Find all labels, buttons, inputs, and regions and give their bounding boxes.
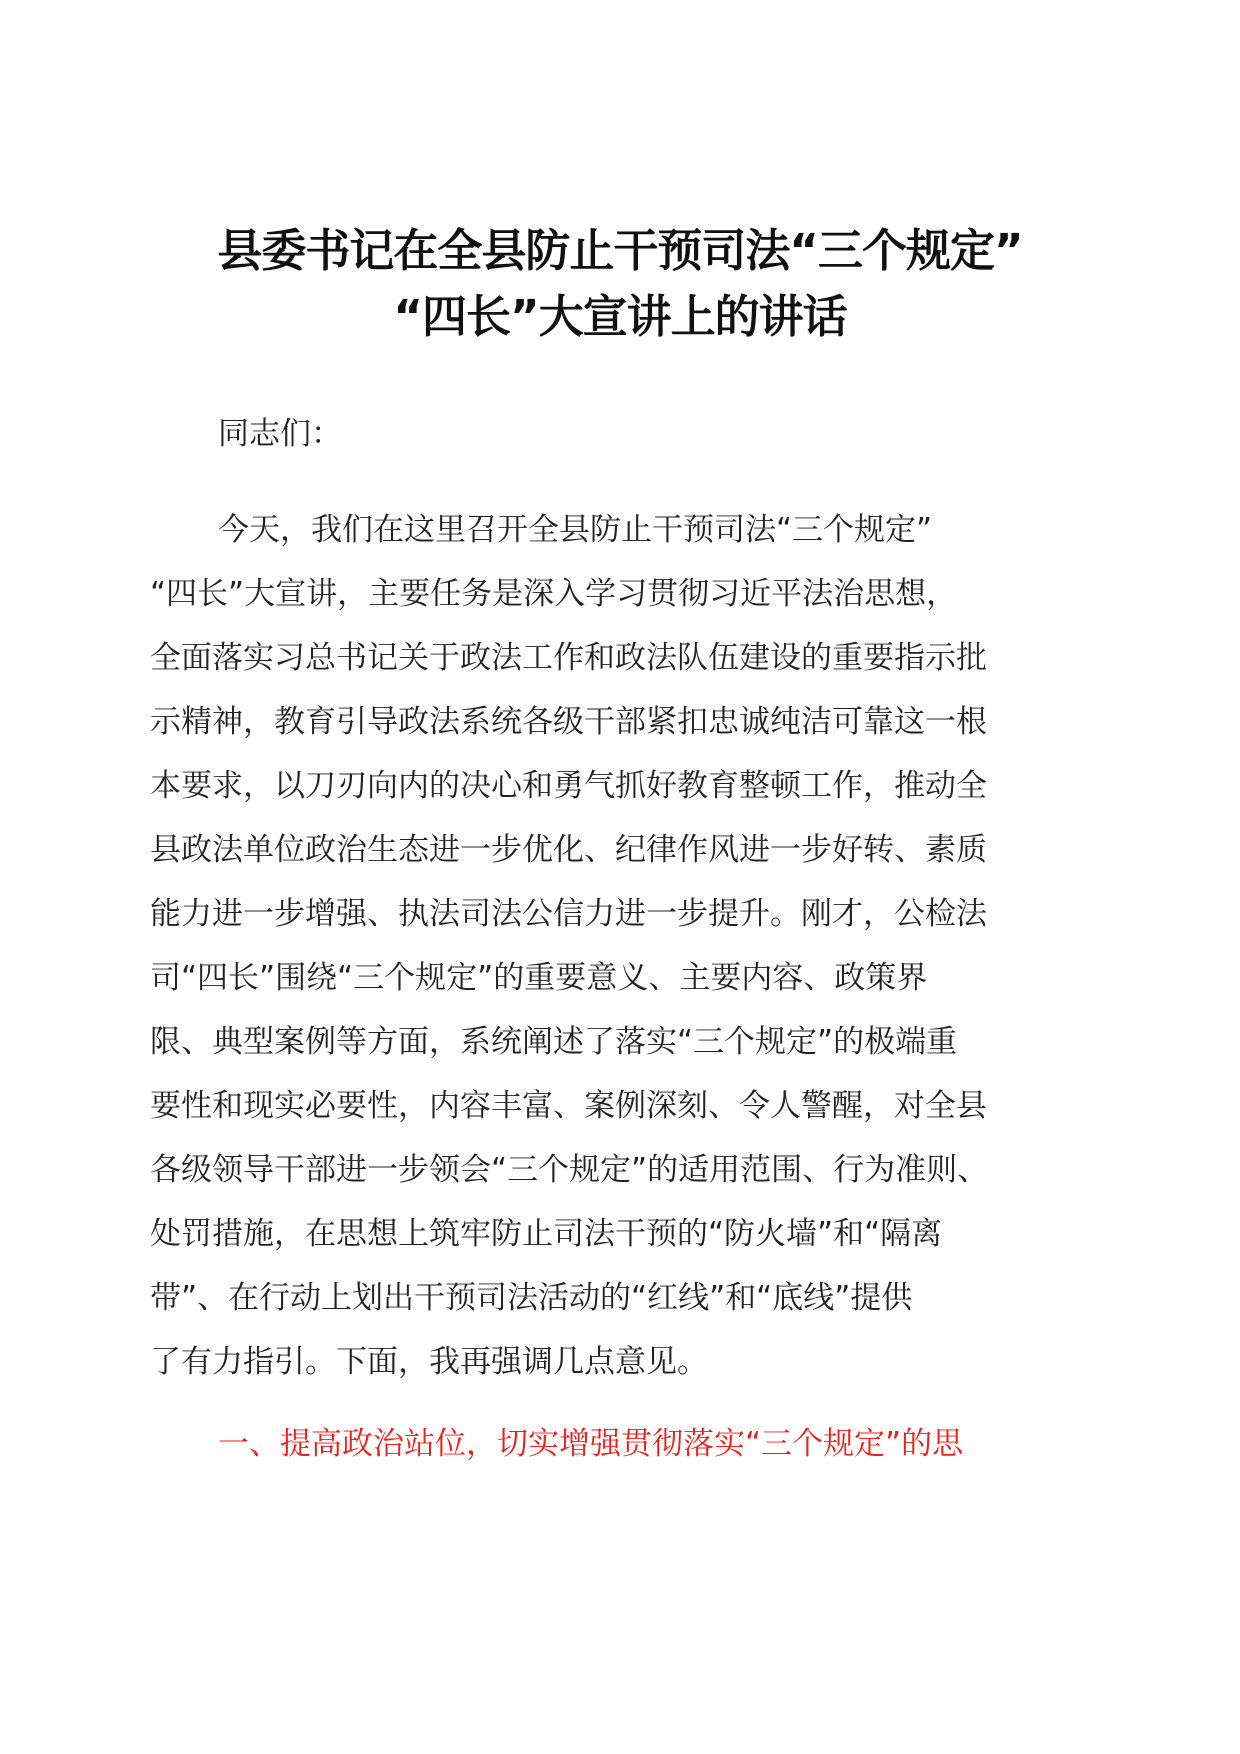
body-line-14: 了有力指引。下面，我再强调几点意见。 bbox=[150, 1344, 708, 1380]
body-line-9: 限、典型案例等方面，系统阐述了落实“三个规定”的极端重 bbox=[150, 1024, 958, 1060]
salutation: 同志们： bbox=[218, 416, 342, 452]
body-line-12: 处罚措施，在思想上筑牢防止司法干预的“防火墙”和“隔离 bbox=[150, 1216, 943, 1252]
document-title bbox=[140, 218, 1100, 350]
section-heading-1: 一、提高政治站位，切实增强贯彻落实“三个规定”的思 bbox=[218, 1426, 964, 1462]
title-line-2: “四长”大宣讲上的讲话 bbox=[393, 290, 847, 343]
body-line-10: 要性和现实必要性，内容丰富、案例深刻、令人警醒，对全县 bbox=[150, 1088, 987, 1124]
body-line-4: 示精神，教育引导政法系统各级干部紧扣忠诚纯洁可靠这一根 bbox=[150, 704, 987, 740]
body-line-1: 今天，我们在这里召开全县防止干预司法“三个规定” bbox=[218, 512, 933, 548]
body-line-5: 本要求，以刀刃向内的决心和勇气抓好教育整顿工作，推动全 bbox=[150, 768, 987, 804]
body-line-6: 县政法单位政治生态进一步优化、纪律作风进一步好转、素质 bbox=[150, 832, 987, 868]
body-line-7: 能力进一步增强、执法司法公信力进一步提升。刚才，公检法 bbox=[150, 896, 987, 932]
body-line-11: 各级领导干部进一步领会“三个规定”的适用范围、行为准则、 bbox=[150, 1152, 989, 1188]
body-line-13: 带”、在行动上划出干预司法活动的“红线”和“底线”提供 bbox=[150, 1280, 913, 1316]
body-paragraph bbox=[150, 498, 1090, 1394]
body-line-2: “四长”大宣讲，主要任务是深入学习贯彻习近平法治思想， bbox=[150, 576, 958, 612]
body-line-8: 司“四长”围绕“三个规定”的重要意义、主要内容、政策界 bbox=[150, 960, 928, 996]
body-line-3: 全面落实习总书记关于政法工作和政法队伍建设的重要指示批 bbox=[150, 640, 987, 676]
title-line-1: 县委书记在全县防止干预司法“三个规定” bbox=[217, 224, 1023, 277]
